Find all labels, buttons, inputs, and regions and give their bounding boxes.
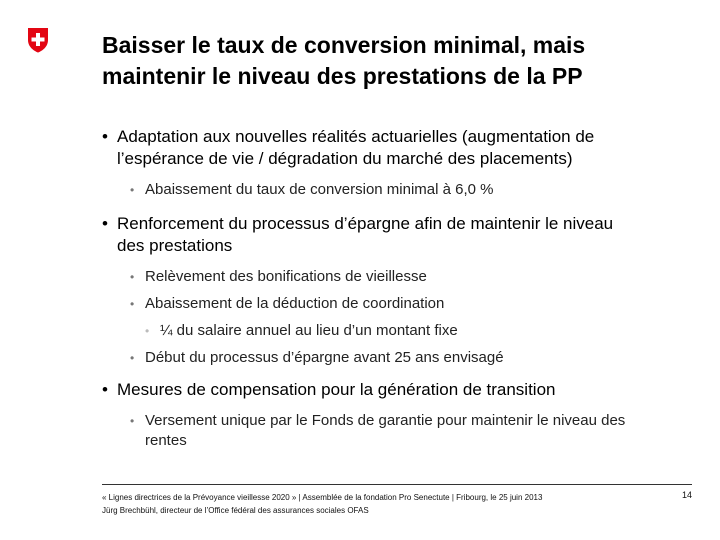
bullet-text: Adaptation aux nouvelles réalités actuarielles (augmentation de [117, 127, 595, 146]
footer-line-1: « Lignes directrices de la Prévoyance vieillesse 2020 » | Assemblée de la fondation Pro Senectute | Fribourg, le 25 juin 2013 [102, 493, 543, 502]
sub-bullet-text: Versement unique par le Fonds de garantie pour maintenir le niveau des [145, 412, 626, 429]
bullet-glyph: • [145, 324, 150, 338]
bullet-text: Renforcement du processus d’épargne afin de maintenir le niveau [117, 214, 614, 233]
sub-bullet-text: rentes [145, 432, 187, 449]
bullet-glyph: • [102, 214, 108, 233]
slide-content [102, 126, 702, 451]
bullet-text: l’espérance de vie / dégradation du marché des placements) [117, 149, 573, 168]
bullet-glyph: • [130, 297, 135, 311]
bullet-item [102, 213, 702, 257]
page-number: 14 [681, 490, 692, 500]
sub-bullet-item [102, 180, 702, 200]
bullet-glyph: • [130, 270, 135, 284]
bullet-glyph: • [130, 183, 135, 197]
title-line-1: Baisser le taux de conversion minimal, mais [102, 32, 586, 58]
bullet-item [102, 379, 702, 401]
sub-sub-bullet-text: ¼ du salaire annuel au lieu d’un montant fixe [160, 322, 458, 339]
bullet-glyph: • [102, 127, 108, 146]
page-title [102, 30, 702, 92]
bullet-glyph: • [130, 414, 135, 428]
swiss-cross-icon [26, 27, 50, 53]
footer [102, 491, 662, 517]
sub-bullet-item [102, 294, 702, 314]
sub-sub-bullet-item [102, 321, 702, 341]
footer-divider [102, 484, 692, 485]
sub-bullet-text: Abaissement du taux de conversion minimal à 6,0 % [145, 181, 494, 198]
sub-bullet-item [102, 348, 702, 368]
bullet-glyph: • [102, 380, 108, 399]
bullet-item [102, 126, 702, 170]
sub-bullet-text: Relèvement des bonifications de vieillesse [145, 268, 427, 285]
bullet-glyph: • [130, 351, 135, 365]
sub-bullet-text: Abaissement de la déduction de coordination [145, 295, 445, 312]
footer-line-2: Jürg Brechbühl, directeur de l’Office fédéral des assurances sociales OFAS [102, 506, 369, 515]
bullet-text: des prestations [117, 236, 233, 255]
title-line-2: maintenir le niveau des prestations de la PP [102, 63, 583, 89]
bullet-text: Mesures de compensation pour la génération de transition [117, 380, 556, 399]
sub-bullet-item [102, 267, 702, 287]
sub-bullet-text: Début du processus d’épargne avant 25 ans envisagé [145, 349, 504, 366]
sub-bullet-item [102, 411, 702, 451]
